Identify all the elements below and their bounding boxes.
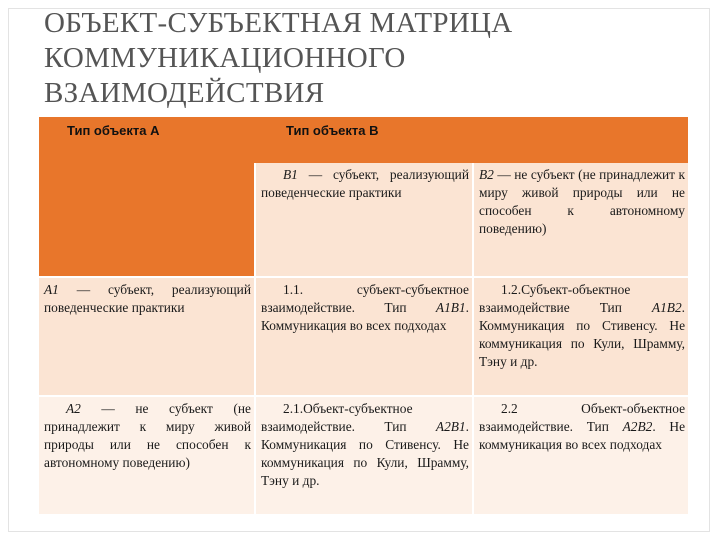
- a1-cell: [39, 276, 254, 395]
- header-row: [39, 117, 688, 163]
- a1b1-cell: [254, 276, 472, 395]
- slide-title: [44, 6, 664, 111]
- b1-code: B1: [283, 167, 298, 182]
- b2-cell: [472, 163, 688, 276]
- a2b1-pre: 2.1.Объект-субъектное взаимодействие. Тип: [261, 401, 436, 434]
- a2-code: A2: [66, 401, 81, 416]
- subheader-row: [39, 163, 688, 276]
- a2-text: — не субъект (не принадлежит к миру живой природы или не способен к автономному поведению): [44, 401, 251, 470]
- a1-code: A1: [44, 282, 59, 297]
- a2b1-code: A2B1: [435, 419, 466, 434]
- row-a1: [39, 276, 688, 395]
- a1b2-pre: 1.2.Субъект-объектное взаимодействие Тип: [479, 282, 652, 315]
- corner-cell: [39, 163, 254, 276]
- a1b2-post: . Коммуникация по Стивенсу. Не коммуникация по Кули, Шрамму, Тэну и др.: [479, 300, 686, 369]
- a2b2-post: . Не коммуникация во всех подходах: [479, 419, 686, 452]
- a1b2-cell: [472, 276, 688, 395]
- header-type-b: Тип объекта В: [254, 117, 688, 163]
- title-line-3: ВЗАИМОДЕЙСТВИЯ: [44, 77, 325, 109]
- title-line-2: КОММУНИКАЦИОННОГО: [44, 42, 406, 74]
- a2b1-post: . Коммуникация по Стивенсу. Не коммуникация по Кули, Шрамму, Тэну и др.: [261, 419, 469, 488]
- header-type-a: Тип объекта А: [39, 117, 254, 163]
- a1b1-pre: 1.1. субъект-субъектное взаимодействие. Тип: [261, 282, 469, 315]
- a2-cell: [39, 395, 254, 514]
- a2b2-pre: 2.2 Объект-объектное взаимодействие. Тип: [479, 401, 686, 434]
- a1b1-code: A1B1: [435, 300, 466, 315]
- b1-cell: [254, 163, 472, 276]
- a1b2-code: A1B2: [651, 300, 682, 315]
- row-a2: [39, 395, 688, 514]
- b2-text: — не субъект (не принадлежит к миру живой природы или не способен к автономному поведению): [479, 167, 686, 236]
- a2b2-code: A2B2: [622, 419, 653, 434]
- a1-text: — субъект, реализующий поведенческие практики: [44, 282, 251, 315]
- matrix-table: [39, 117, 688, 514]
- b1-text: — субъект, реализующий поведенческие практики: [261, 167, 469, 200]
- a1b1-post: . Коммуникация во всех подходах: [261, 300, 469, 333]
- b2-code: B2: [479, 167, 494, 182]
- a2b2-cell: [472, 395, 688, 514]
- title-line-1: ОБЪЕКТ-СУБЪЕКТНАЯ МАТРИЦА: [44, 7, 513, 39]
- a2b1-cell: [254, 395, 472, 514]
